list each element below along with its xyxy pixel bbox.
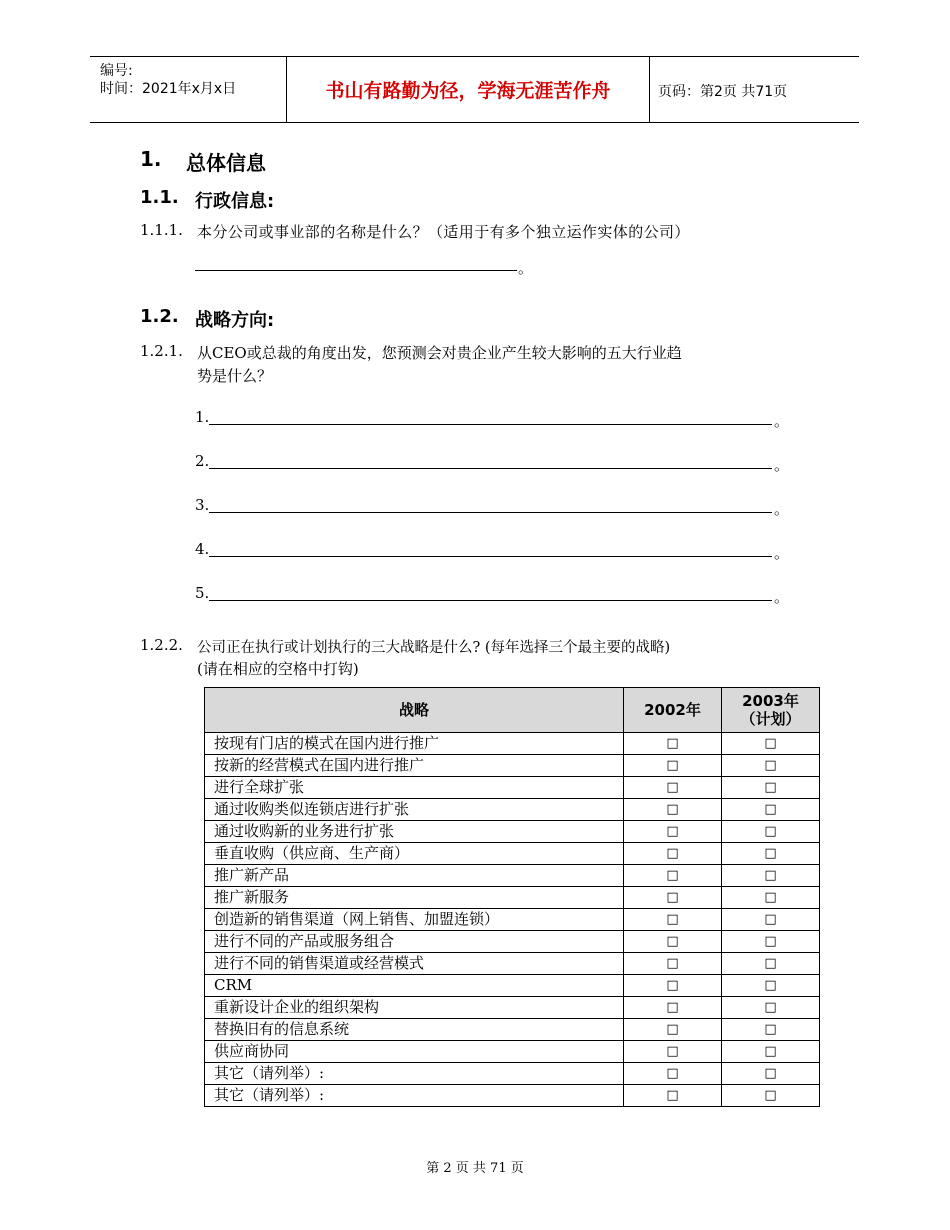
table-row [205,821,820,843]
strategy-label: 推广新服务 [205,887,624,909]
strategy-label: 通过收购类似连锁店进行扩张 [205,799,624,821]
checkbox-2002[interactable]: □ [624,755,722,777]
strategy-label: 其它（请列举）: [205,1085,624,1107]
trend-answer-line[interactable] [209,556,772,557]
table-row [205,975,820,997]
checkbox-2003[interactable]: □ [722,799,820,821]
checkbox-2002[interactable]: □ [624,843,722,865]
checkbox-2003[interactable]: □ [722,755,820,777]
table-row [205,887,820,909]
checkbox-2003[interactable]: □ [722,733,820,755]
checkbox-2002[interactable]: □ [624,909,722,931]
trend-answer-suffix: 。 [774,588,790,606]
checkbox-2002[interactable]: □ [624,1041,722,1063]
strategy-label: 其它（请列举）: [205,1063,624,1085]
trend-answer-line[interactable] [209,600,772,601]
table-row [205,755,820,777]
column-header-2003-plan: （计划） [740,710,801,728]
checkbox-2002[interactable]: □ [624,931,722,953]
question-1-2-1-text-line1: 从CEO或总裁的角度出发，您预测会对贵企业产生较大影响的五大行业趋 [197,344,682,362]
header-page-info: 页码：第2页 共71页 [658,84,788,100]
strategy-table-header [205,688,820,733]
page-footer: 第 2 页 共 71 页 [426,1161,524,1176]
trend-item-label: 5. [195,584,210,602]
table-row [205,843,820,865]
table-row [205,865,820,887]
table-row [205,997,820,1019]
trend-item-label: 3. [195,496,210,514]
section-1-1-number: 1.1. [140,187,179,208]
checkbox-2002[interactable]: □ [624,799,722,821]
trend-item-label: 2. [195,452,210,470]
strategy-label: 按现有门店的模式在国内进行推广 [205,733,624,755]
table-row [205,799,820,821]
checkbox-2002[interactable]: □ [624,975,722,997]
checkbox-2003[interactable]: □ [722,931,820,953]
question-1-2-2-text-line2: (请在相应的空格中打钩) [197,660,359,678]
trend-answer-suffix: 。 [774,456,790,474]
header-divider-right [649,56,650,123]
checkbox-2002[interactable]: □ [624,953,722,975]
table-row [205,777,820,799]
checkbox-2003[interactable]: □ [722,1063,820,1085]
checkbox-2003[interactable]: □ [722,843,820,865]
checkbox-2003[interactable]: □ [722,887,820,909]
checkbox-2002[interactable]: □ [624,777,722,799]
column-header-2002: 2002年 [624,688,722,733]
section-1-number: 1. [140,147,162,171]
column-header-strategy: 战略 [205,688,624,733]
checkbox-2003[interactable]: □ [722,1041,820,1063]
strategy-label: CRM [205,975,624,997]
section-1-title: 总体信息 [186,151,266,175]
header-time-label: 时间：2021年x月x日 [100,81,237,97]
strategy-label: 供应商协同 [205,1041,624,1063]
trend-answer-line[interactable] [209,424,772,425]
trend-answer-line[interactable] [209,512,772,513]
strategy-label: 进行不同的销售渠道或经营模式 [205,953,624,975]
header-number-label: 编号: [100,63,133,79]
strategy-label: 进行不同的产品或服务组合 [205,931,624,953]
trend-item-label: 4. [195,540,210,558]
answer-line-suffix: 。 [518,259,534,277]
column-header-2003 [722,688,820,733]
checkbox-2002[interactable]: □ [624,1063,722,1085]
table-row [205,1019,820,1041]
header-bottom-rule [90,122,859,123]
strategy-table [204,687,820,1107]
checkbox-2003[interactable]: □ [722,777,820,799]
strategy-label: 通过收购新的业务进行扩张 [205,821,624,843]
strategy-label: 垂直收购（供应商、生产商） [205,843,624,865]
checkbox-2003[interactable]: □ [722,953,820,975]
checkbox-2002[interactable]: □ [624,997,722,1019]
answer-line-company-name[interactable] [195,270,517,271]
checkbox-2003[interactable]: □ [722,1085,820,1107]
table-row [205,733,820,755]
checkbox-2002[interactable]: □ [624,821,722,843]
trend-answer-suffix: 。 [774,500,790,518]
question-1-1-1-number: 1.1.1. [140,221,183,239]
question-1-1-1-text: 本分公司或事业部的名称是什么？（适用于有多个独立运作实体的公司） [197,223,690,241]
column-header-2003-year: 2003年 [742,692,799,710]
table-row [205,1063,820,1085]
checkbox-2003[interactable]: □ [722,997,820,1019]
strategy-label: 替换旧有的信息系统 [205,1019,624,1041]
checkbox-2003[interactable]: □ [722,909,820,931]
table-row [205,1085,820,1107]
table-row [205,931,820,953]
question-1-2-1-text-line2: 势是什么？ [197,367,273,385]
section-1-1-title: 行政信息: [195,191,275,212]
checkbox-2003[interactable]: □ [722,975,820,997]
checkbox-2002[interactable]: □ [624,733,722,755]
strategy-label: 推广新产品 [205,865,624,887]
strategy-label: 进行全球扩张 [205,777,624,799]
strategy-label: 按新的经营模式在国内进行推广 [205,755,624,777]
trend-answer-suffix: 。 [774,412,790,430]
section-1-2-number: 1.2. [140,306,179,327]
question-1-2-2-number: 1.2.2. [140,636,183,654]
question-1-2-2-text-line1: 公司正在执行或计划执行的三大战略是什么? (每年选择三个最主要的战略) [197,640,671,656]
strategy-label: 创造新的销售渠道（网上销售、加盟连锁） [205,909,624,931]
table-row [205,953,820,975]
trend-item-label: 1. [195,408,210,426]
section-1-2-title: 战略方向: [195,310,275,331]
header-motto: 书山有路勤为径，学海无涯苦作舟 [325,80,611,102]
checkbox-2002[interactable]: □ [624,887,722,909]
table-row [205,909,820,931]
trend-answer-line[interactable] [209,468,772,469]
checkbox-2003[interactable]: □ [722,821,820,843]
checkbox-2003[interactable]: □ [722,1019,820,1041]
question-1-2-1-number: 1.2.1. [140,342,183,360]
checkbox-2002[interactable]: □ [624,865,722,887]
checkbox-2003[interactable]: □ [722,865,820,887]
header-top-rule [90,56,859,57]
checkbox-2002[interactable]: □ [624,1085,722,1107]
trend-answer-suffix: 。 [774,544,790,562]
checkbox-2002[interactable]: □ [624,1019,722,1041]
strategy-label: 重新设计企业的组织架构 [205,997,624,1019]
table-row [205,1041,820,1063]
